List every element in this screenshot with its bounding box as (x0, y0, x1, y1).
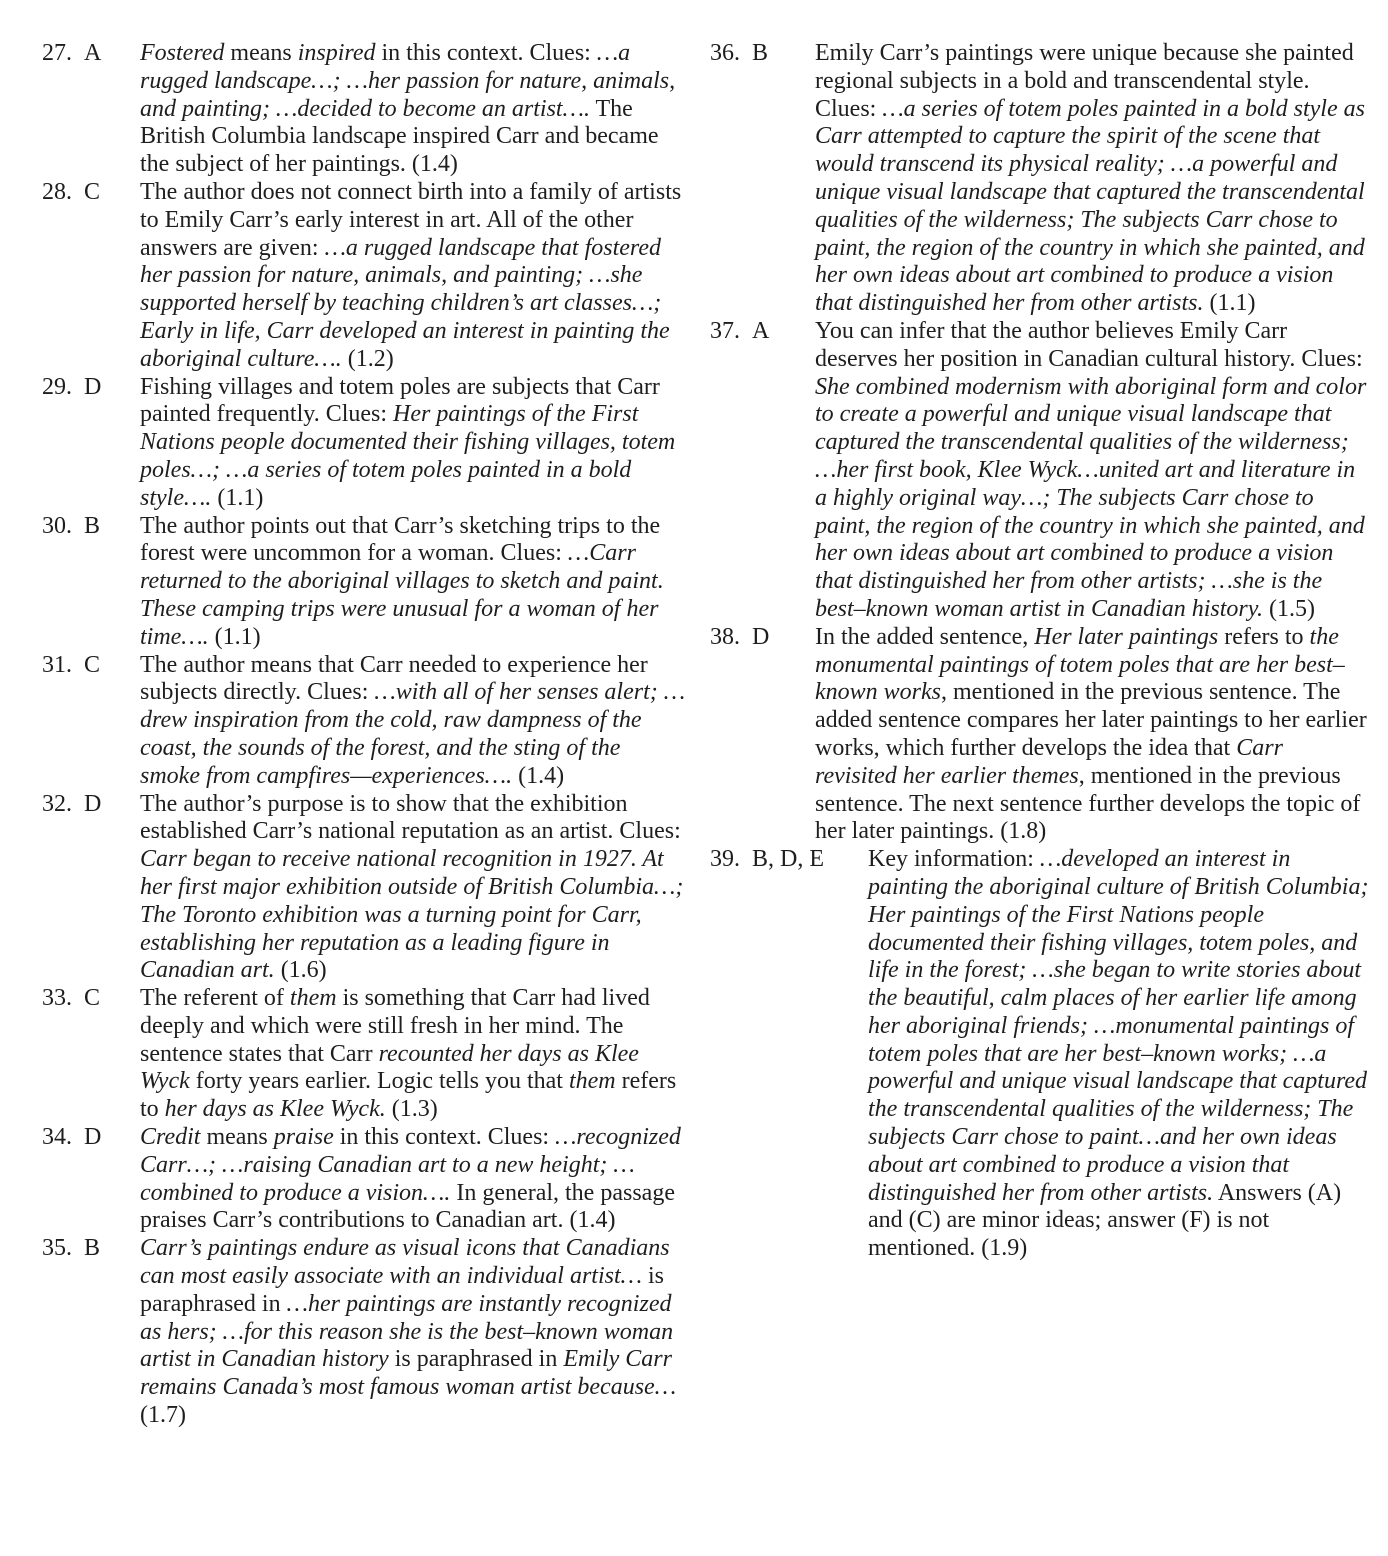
explanation-segment: The author points out that Carr’s sketching trips to the forest were uncommon for a woman. Clues: (140, 512, 661, 567)
question-number: 34. (42, 1124, 72, 1151)
right-column (710, 40, 1370, 1263)
answer-entry (710, 40, 1370, 318)
answer-label (42, 791, 101, 819)
explanation-text (140, 791, 686, 986)
explanation-segment: Answers (A) and (C) are minor ideas; answer (F) is not mentioned. (1.9) (868, 1179, 1342, 1262)
quoted-clue: Fostered (140, 40, 225, 66)
answer-entry (36, 1124, 686, 1235)
quoted-clue: inspired (297, 40, 376, 66)
explanation-text (140, 374, 686, 513)
answer-label (710, 318, 769, 346)
explanation-segment: Key information: (868, 846, 1040, 873)
explanation-segment: is something that Carr had lived deeply and which were still fresh in her mind. The sentence states that Carr (140, 985, 650, 1067)
answer-label (42, 513, 100, 541)
answer-entry (36, 985, 686, 1124)
question-number: 28. (42, 178, 72, 205)
quoted-clue: …with all of her senses alert; …drew inspiration from the cold, raw dampness of the coast, the sounds of the forest, and the sting of the smoke from campfires—experiences…. (140, 679, 686, 789)
answer-entry (36, 513, 686, 652)
explanation-segment: means (224, 40, 298, 66)
explanation-text (815, 318, 1370, 624)
explanation-text (140, 513, 686, 652)
answer-choice: D (752, 623, 770, 650)
answer-entry (710, 624, 1370, 846)
quoted-clue: Emily Carr remains Canada’s most famous woman artist because… (140, 1346, 677, 1401)
answer-label (42, 652, 100, 680)
quoted-clue: recounted her days as Klee Wyck (140, 1040, 639, 1095)
quoted-clue: …her paintings are instantly recognized as hers; …for this reason she is the best–known woman artist in Canadian history (140, 1290, 674, 1373)
quoted-clue: …developed an interest in painting the aboriginal culture of British Columbia; Her paintings of the First Nations people documented their fishing villages, totem poles, and life in the forest; …she began to write stories about the beautiful, calm places of her earlier life among her aboriginal friends; …monumental paintings of totem poles that are her best–known works; …a powerful and unique visual landscape that captured the transcendental qualities of the wilderness; The subjects Carr chose to paint…and her own ideas about art combined to produce a vision that distinguished her from other artists. (868, 846, 1369, 1206)
answer-choice: D (84, 790, 102, 817)
quoted-clue: Carr’s paintings endure as visual icons that Canadians can most easily associate with an individual artist… (140, 1235, 670, 1290)
explanation-segment: (1.4) (512, 762, 565, 789)
explanation-segment: (1.6) (274, 957, 327, 984)
explanation-segment: You can infer that the author believes Emily Carr deserves her position in Canadian cultural history. Clues: (815, 317, 1363, 372)
question-number: 39. (710, 846, 740, 873)
answer-label (710, 40, 768, 68)
question-number: 33. (42, 985, 72, 1012)
answer-entry (36, 179, 686, 374)
explanation-segment: (1.2) (341, 345, 394, 372)
explanation-segment: (1.1) (211, 484, 264, 511)
explanation-segment: in this context. Clues: (375, 40, 597, 66)
quoted-clue: Her later paintings (1034, 623, 1219, 650)
answer-label (42, 40, 101, 68)
explanation-segment: Fishing villages and totem poles are subjects that Carr painted frequently. Clues: (140, 373, 660, 428)
explanation-segment: In the added sentence, (815, 623, 1035, 650)
quoted-clue: her days as Klee Wyck. (164, 1096, 386, 1123)
explanation-segment: Emily Carr’s paintings were unique because she painted regional subjects in a bold and transcendental style. Clues: (815, 40, 1354, 122)
explanation-segment: (1.7) (140, 1402, 186, 1429)
quoted-clue: them (568, 1068, 616, 1095)
answer-choice: C (84, 985, 101, 1012)
answer-label (42, 374, 101, 402)
answer-entry (36, 40, 686, 179)
answer-label (42, 1235, 100, 1263)
answer-label (42, 179, 100, 207)
quoted-clue: She combined modernism with aboriginal form and color to create a powerful and unique visual landscape that captured the transcendental qualities of the wilderness; …her first book, Klee Wyck…united art and literature in a highly original way…; The subjects Carr chose to paint, the region of the country in which she painted, and her own ideas about art combined to produce a vision that distinguished her from other artists; …she is the best–known woman artist in Canadian history. (815, 373, 1367, 622)
explanation-segment: , mentioned in the previous sentence. The added sentence compares her later paintings to her earlier works, which further develops the idea that (815, 679, 1367, 761)
explanation-text (868, 846, 1370, 1263)
quoted-clue: …a rugged landscape that fostered her passion for nature, animals, and painting; …she supported herself by teaching children’s art classes…; Early in life, Carr developed an interest in painting the aboriginal culture…. (140, 234, 670, 372)
answer-entry (36, 1235, 686, 1430)
explanation-segment: in this context. Clues: (333, 1124, 556, 1151)
answer-choice: A (84, 40, 102, 66)
answer-choice: B (84, 512, 101, 539)
answer-label (42, 1124, 101, 1152)
explanation-text (140, 179, 686, 374)
explanation-segment: refers to (1218, 623, 1310, 650)
quoted-clue: …a series of totem poles painted in a bold style as Carr attempted to capture the spirit of the scene that would transcend its physical reality; …a powerful and unique visual landscape that captured the transcendental qualities of the wilderness; The subjects Carr chose to paint, the region of the country in which she painted, and her own ideas about art combined to produce a vision that distinguished her from other artists. (815, 95, 1365, 317)
question-number: 27. (42, 40, 72, 66)
quoted-clue: Her paintings of the First Nations people documented their fishing villages, totem poles…; …a series of totem poles painted in a bold style…. (140, 401, 676, 511)
explanation-text (140, 1235, 686, 1430)
left-column (36, 40, 686, 1430)
answer-choice: D (84, 1124, 102, 1151)
question-number: 32. (42, 790, 72, 817)
explanation-text (815, 624, 1370, 846)
quoted-clue: Carr began to receive national recognition in 1927. At her first major exhibition outside of British Columbia…; The Toronto exhibition was a turning point for Carr, establishing her reputation as a leading figure in Canadian art. (140, 846, 684, 984)
answer-choice: A (752, 317, 770, 344)
answer-entry (710, 846, 1370, 1263)
explanation-segment: The referent of (140, 985, 290, 1012)
quoted-clue: …recognized Carr…; …raising Canadian art to a new height; …combined to produce a vision…. (140, 1124, 681, 1206)
explanation-segment: The author means that Carr needed to experience her subjects directly. Clues: (140, 651, 648, 706)
explanation-segment: means (200, 1124, 274, 1151)
answer-choice: D (84, 373, 102, 400)
answer-choice: B (84, 1235, 101, 1262)
quoted-clue: …Carr returned to the aboriginal villages to sketch and paint. These camping trips were unusual for a woman of her time…. (140, 540, 664, 650)
answer-choice: C (84, 651, 101, 678)
explanation-segment: (1.1) (1203, 290, 1256, 317)
explanation-segment: (1.3) (385, 1096, 438, 1123)
explanation-segment: (1.1) (208, 623, 261, 650)
question-number: 38. (710, 623, 740, 650)
quoted-clue: Carr revisited her earlier themes (815, 734, 1283, 789)
explanation-segment: In general, the passage praises Carr’s contributions to Canadian art. (1.4) (140, 1179, 675, 1234)
explanation-text (140, 652, 686, 791)
explanation-segment: The author’s purpose is to show that the exhibition established Carr’s national reputation as an artist. Clues: (140, 790, 681, 845)
explanation-segment: , mentioned in the previous sentence. The next sentence further develops the topic of her later paintings. (1.8) (815, 762, 1361, 845)
explanation-segment: (1.5) (1263, 595, 1316, 622)
question-number: 37. (710, 317, 740, 344)
question-number: 36. (710, 40, 740, 66)
explanation-text (140, 40, 686, 179)
quoted-clue: praise (273, 1124, 334, 1151)
explanation-text (140, 1124, 686, 1235)
answer-entry (36, 652, 686, 791)
answer-choice: B, D, E (752, 846, 824, 873)
answer-label (710, 624, 769, 652)
explanation-segment: is paraphrased in (388, 1346, 564, 1373)
explanation-segment: The author does not connect birth into a family of artists to Emily Carr’s early interest in art. All of the other answers are given: (140, 178, 682, 261)
quoted-clue: Credit (140, 1124, 201, 1151)
question-number: 29. (42, 373, 72, 400)
answer-choice: C (84, 178, 101, 205)
answer-entry (710, 318, 1370, 624)
answer-entry (36, 374, 686, 513)
explanation-segment: The British Columbia landscape inspired Carr and became the subject of her paintings. (1.4) (140, 95, 659, 178)
explanation-segment: refers to (140, 1068, 677, 1123)
quoted-clue: the monumental paintings of totem poles that are her best–known works (815, 623, 1345, 706)
quoted-clue: them (289, 985, 337, 1012)
explanation-text (140, 985, 686, 1124)
answer-choice: B (752, 40, 769, 66)
explanation-segment: forty years earlier. Logic tells you that (189, 1068, 569, 1095)
answer-label (42, 985, 100, 1013)
question-number: 35. (42, 1235, 72, 1262)
explanation-text (815, 40, 1370, 318)
question-number: 30. (42, 512, 72, 539)
quoted-clue: …a rugged landscape…; …her passion for nature, animals, and painting; …decided to become an artist…. (140, 40, 676, 122)
answer-entry (36, 791, 686, 986)
answer-label (710, 846, 824, 874)
explanation-segment: is paraphrased in (140, 1263, 664, 1317)
question-number: 31. (42, 651, 72, 678)
